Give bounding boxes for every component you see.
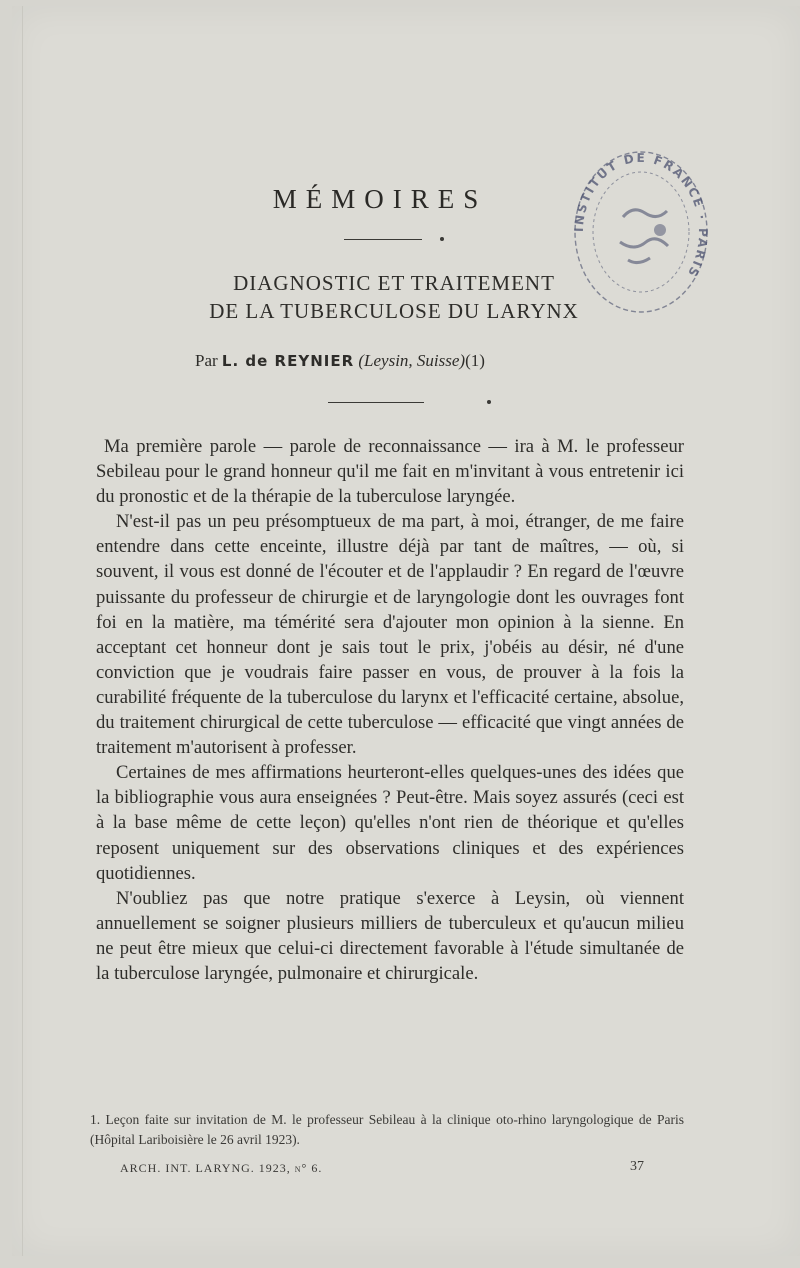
article-body [96, 434, 684, 986]
stamp-text: INSTITUT DE FRANCE · PARIS [571, 150, 711, 281]
section-title: MÉMOIRES [272, 184, 488, 214]
author-location: (Leysin, Suisse) [358, 351, 466, 370]
document-page [12, 6, 800, 1256]
article-title-line-2: DE LA TUBERCULOSE DU LARYNX [209, 299, 579, 323]
paragraph: Ma première parole — parole de reconnaissance — ira à M. le professeur Sebileau pour le grand honneur qu'il me fait en m'invitant à vous entretenir ici du pronostic et de la thérapie de la tuberculose laryngée. [96, 436, 684, 508]
author-name: L. de REYNIER [221, 352, 355, 370]
article-title-line-1: DIAGNOSTIC ET TRAITEMENT [233, 271, 555, 295]
byline-prefix: Par [195, 351, 218, 370]
page-edge [22, 6, 23, 1256]
byline-ornament-dot [487, 400, 491, 404]
journal-reference: ARCH. INT. LARYNG. 1923, n° 6. [120, 1161, 323, 1175]
byline [195, 351, 485, 371]
library-stamp-icon [568, 132, 714, 328]
page-number: 37 [630, 1159, 644, 1174]
footnote: 1. Leçon faite sur invitation de M. le professeur Sebileau à la clinique oto-rhino laryngologique de Paris (Hôpital Lariboisière le 26 avril 1923). [90, 1112, 684, 1147]
paragraph: N'est-il pas un peu présomptueux de ma part, à moi, étranger, de me faire entendre dans cette enceinte, illustre déjà par tant de maîtres, — où, si souvent, il vous est donné de l'écouter et de l'applaudir ? En regard de l'œuvre puissante du professeur de chirurgie et de laryngologie dont les ouvrages font foi en la matière, ma témérité sera d'ajouter mon opinion à la sienne. En acceptant cet honneur dont je sais tout le prix, j'obéis au désir, né d'une conviction que je voudrais faire passer en vous, de prouver à la fois la curabilité fréquente de la tuberculose du larynx et l'efficacité certaine, absolue, du traitement chirurgical de cette tuberculose — efficacité que vingt années de traitement m'autorisent à professer. [96, 511, 684, 759]
paragraph: Certaines de mes affirmations heurteront-elles quelques-unes des idées que la bibliographie vous aura enseignées ? Peut-être. Mais soyez assurés (ceci est à la base même de cette leçon) qu'elles n'ont rien de théorique et qu'elles reposent uniquement sur des observations cliniques et des expériences quotidiennes. [96, 762, 684, 884]
byline-ornament-rule [328, 402, 424, 403]
title-ornament-rule [344, 239, 422, 240]
footnote-ref: (1) [465, 351, 485, 370]
paragraph: N'oubliez pas que notre pratique s'exerce à Leysin, où viennent annuellement se soigner plusieurs milliers de tuberculeux et qu'aucun milieu ne peut être mieux que celui-ci directement favorable à l'étude simultanée de la tuberculose laryngée, pulmonaire et chirurgicale. [96, 887, 684, 984]
title-ornament-dot [440, 237, 444, 241]
